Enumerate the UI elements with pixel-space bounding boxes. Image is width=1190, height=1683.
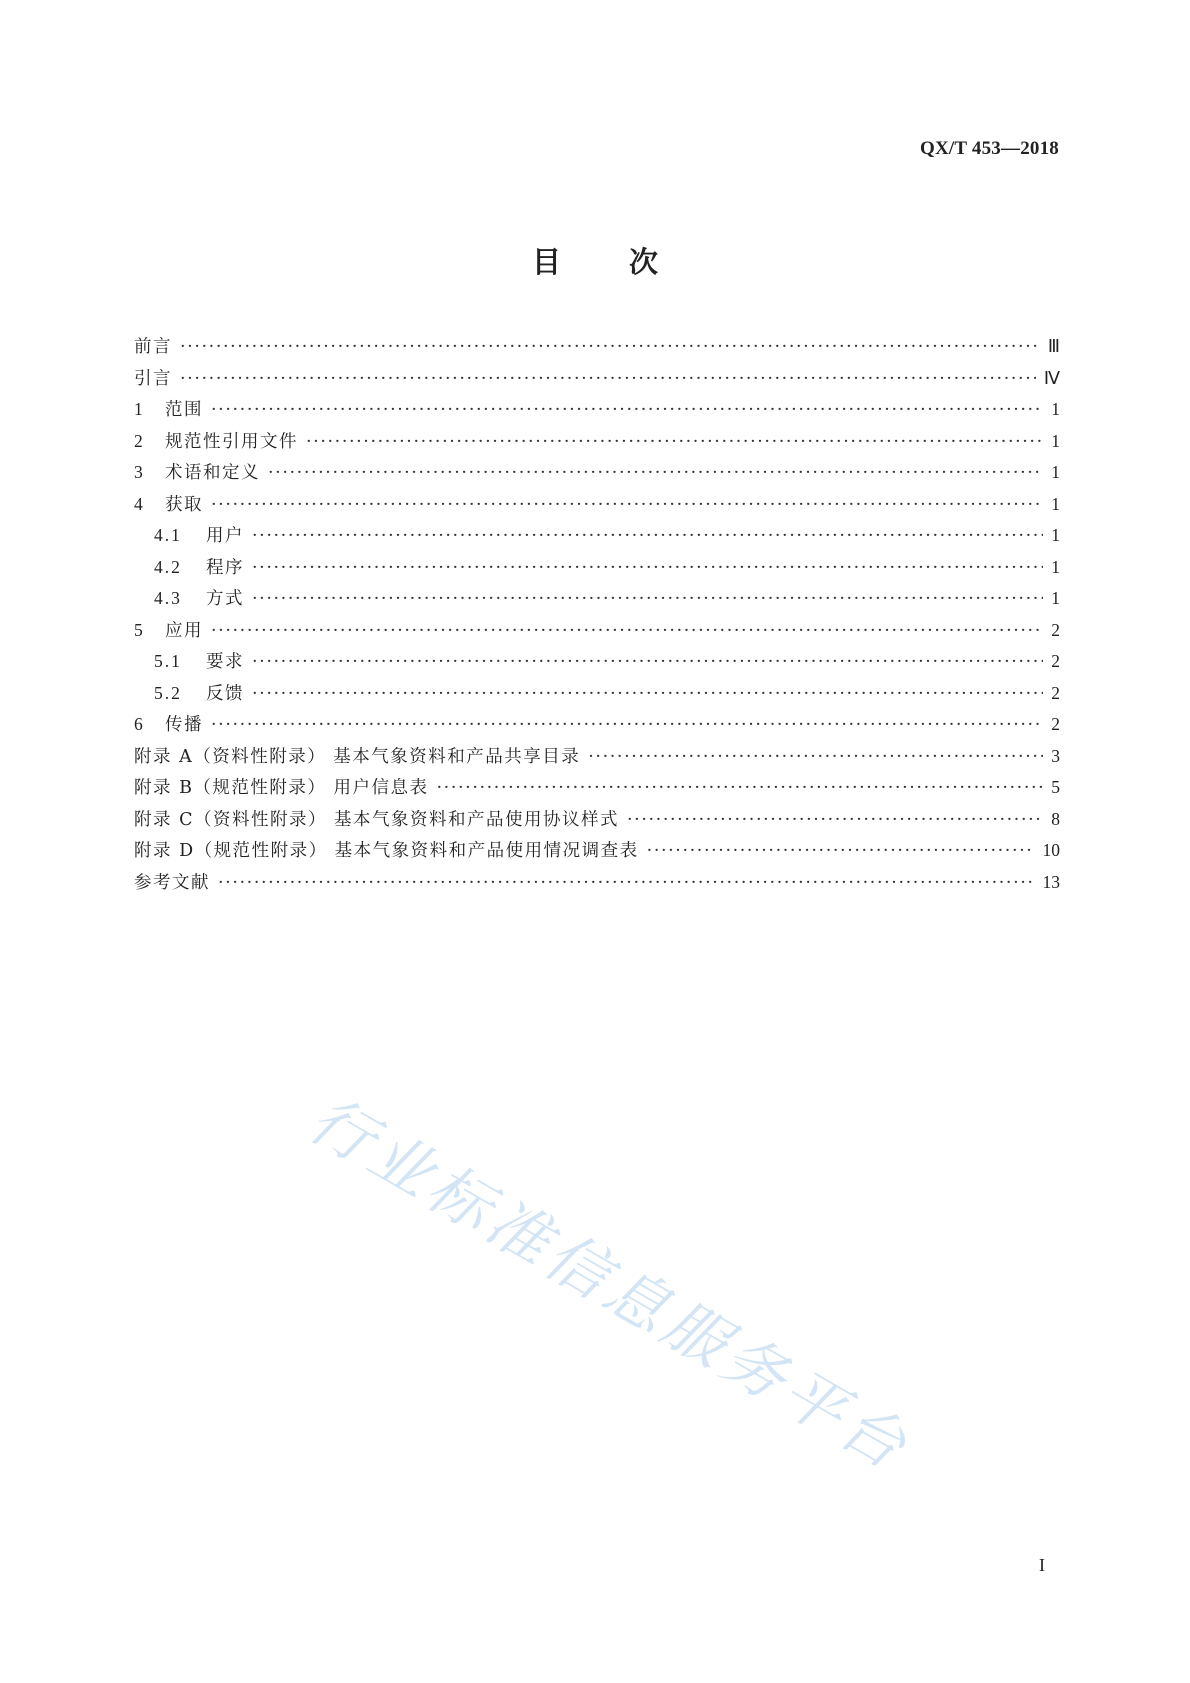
toc-leader-dots bbox=[588, 747, 1043, 767]
toc-leader-dots bbox=[218, 873, 1035, 893]
toc-entry-label: 前言 bbox=[134, 337, 172, 357]
toc-entry-page: 2 bbox=[1051, 714, 1060, 734]
toc-entry-label: 用户 bbox=[206, 526, 244, 546]
toc-entry-number: 5.2 bbox=[154, 682, 182, 703]
toc-leader-dots bbox=[211, 715, 1043, 735]
toc-entry-label: 参考文献 bbox=[134, 872, 210, 893]
toc-entry-page: 10 bbox=[1042, 840, 1060, 860]
toc-leader-dots bbox=[211, 621, 1043, 641]
toc-entry-number: 5 bbox=[134, 619, 143, 640]
toc-entry-label: 引言 bbox=[134, 368, 172, 389]
toc-entry[interactable] bbox=[134, 774, 1060, 806]
toc-entry[interactable] bbox=[134, 617, 1060, 649]
toc-leader-dots bbox=[252, 558, 1043, 578]
toc-entry[interactable] bbox=[134, 522, 1060, 554]
toc-entry[interactable] bbox=[134, 428, 1060, 460]
toc-entry-label: 程序 bbox=[206, 557, 244, 578]
toc-entry-label: 附录 C（资料性附录） 基本气象资料和产品使用协议样式 bbox=[134, 809, 620, 830]
toc-leader-dots bbox=[252, 652, 1043, 672]
toc-entry-page: 2 bbox=[1051, 619, 1060, 640]
toc-entry-number: 2 bbox=[134, 430, 143, 451]
toc-entry-label: 规范性引用文件 bbox=[165, 431, 298, 452]
toc-leader-dots bbox=[252, 684, 1043, 704]
toc-leader-dots bbox=[437, 778, 1044, 798]
toc-entry-number: 5.1 bbox=[154, 651, 182, 671]
toc-leader-dots bbox=[180, 337, 1040, 357]
toc-entry[interactable] bbox=[134, 743, 1060, 775]
toc-entry-label: 附录 A（资料性附录） 基本气象资料和产品共享目录 bbox=[134, 746, 581, 767]
toc-entry-label: 反馈 bbox=[206, 683, 244, 704]
toc-entry-number: 4.3 bbox=[154, 588, 182, 608]
toc-entry-page: 1 bbox=[1051, 430, 1060, 451]
toc-entry-page: 1 bbox=[1051, 399, 1060, 419]
toc-entry-page: 2 bbox=[1051, 651, 1060, 671]
toc-entry-label: 获取 bbox=[165, 494, 203, 515]
toc-leader-dots bbox=[252, 589, 1043, 609]
toc-leader-dots bbox=[211, 400, 1043, 420]
toc-entry-number: 4.1 bbox=[154, 525, 182, 545]
toc-entry[interactable] bbox=[134, 837, 1060, 869]
toc-leader-dots bbox=[211, 495, 1043, 515]
toc-entry-label: 要求 bbox=[206, 652, 244, 672]
toc-leader-dots bbox=[268, 463, 1043, 483]
toc-entry-label: 附录 B（规范性附录） 用户信息表 bbox=[134, 778, 429, 798]
toc-entry[interactable] bbox=[134, 585, 1060, 617]
toc-entry-page: 1 bbox=[1051, 525, 1060, 545]
toc-entry-page: 1 bbox=[1051, 462, 1060, 482]
toc-entry-page: 1 bbox=[1051, 588, 1060, 608]
page-title-part1: 目 bbox=[531, 245, 561, 279]
toc-entry[interactable] bbox=[134, 806, 1060, 838]
toc-entry[interactable] bbox=[134, 365, 1060, 397]
document-code: QX/T 453—2018 bbox=[920, 138, 1059, 159]
toc-entry-label: 附录 D（规范性附录） 基本气象资料和产品使用情况调查表 bbox=[134, 841, 639, 861]
toc-entry-label: 术语和定义 bbox=[165, 463, 260, 483]
toc-entry-label: 方式 bbox=[206, 589, 244, 609]
toc-entry-page: 8 bbox=[1051, 808, 1060, 829]
toc-leader-dots bbox=[647, 841, 1035, 861]
toc-entry[interactable] bbox=[134, 869, 1060, 901]
toc-entry-page: 1 bbox=[1051, 493, 1060, 514]
toc-entry[interactable] bbox=[134, 680, 1060, 712]
toc-leader-dots bbox=[252, 526, 1043, 546]
toc-entry-label: 应用 bbox=[165, 620, 203, 641]
toc-entry[interactable] bbox=[134, 333, 1060, 365]
toc-leader-dots bbox=[180, 369, 1036, 389]
toc-entry-number: 4 bbox=[134, 493, 143, 514]
toc-entry[interactable] bbox=[134, 491, 1060, 523]
toc-entry-page: 3 bbox=[1051, 745, 1060, 766]
toc-entry[interactable] bbox=[134, 459, 1060, 491]
toc-entry-page: Ⅲ bbox=[1047, 336, 1060, 356]
toc-entry-label: 传播 bbox=[165, 715, 203, 735]
toc-entry-page: 1 bbox=[1051, 556, 1060, 577]
toc-leader-dots bbox=[306, 432, 1043, 452]
toc-entry-page: Ⅳ bbox=[1043, 367, 1060, 388]
toc-entry-page: 5 bbox=[1051, 777, 1060, 797]
page-number: I bbox=[1039, 1555, 1045, 1575]
toc-entry[interactable] bbox=[134, 396, 1060, 428]
toc-entry-number: 3 bbox=[134, 462, 143, 482]
table-of-contents bbox=[134, 333, 1060, 900]
toc-entry[interactable] bbox=[134, 554, 1060, 586]
watermark: 行业标准信息服务平台 bbox=[297, 1082, 923, 1486]
toc-entry-page: 2 bbox=[1051, 682, 1060, 703]
toc-entry[interactable] bbox=[134, 648, 1060, 680]
page-title bbox=[0, 240, 1190, 281]
toc-entry-number: 6 bbox=[134, 714, 143, 734]
toc-entry[interactable] bbox=[134, 711, 1060, 743]
toc-entry-label: 范围 bbox=[165, 400, 203, 420]
toc-entry-number: 4.2 bbox=[154, 556, 182, 577]
page-title-part2: 次 bbox=[629, 245, 659, 279]
toc-entry-page: 13 bbox=[1042, 871, 1060, 892]
toc-entry-number: 1 bbox=[134, 399, 143, 419]
toc-leader-dots bbox=[627, 810, 1043, 830]
